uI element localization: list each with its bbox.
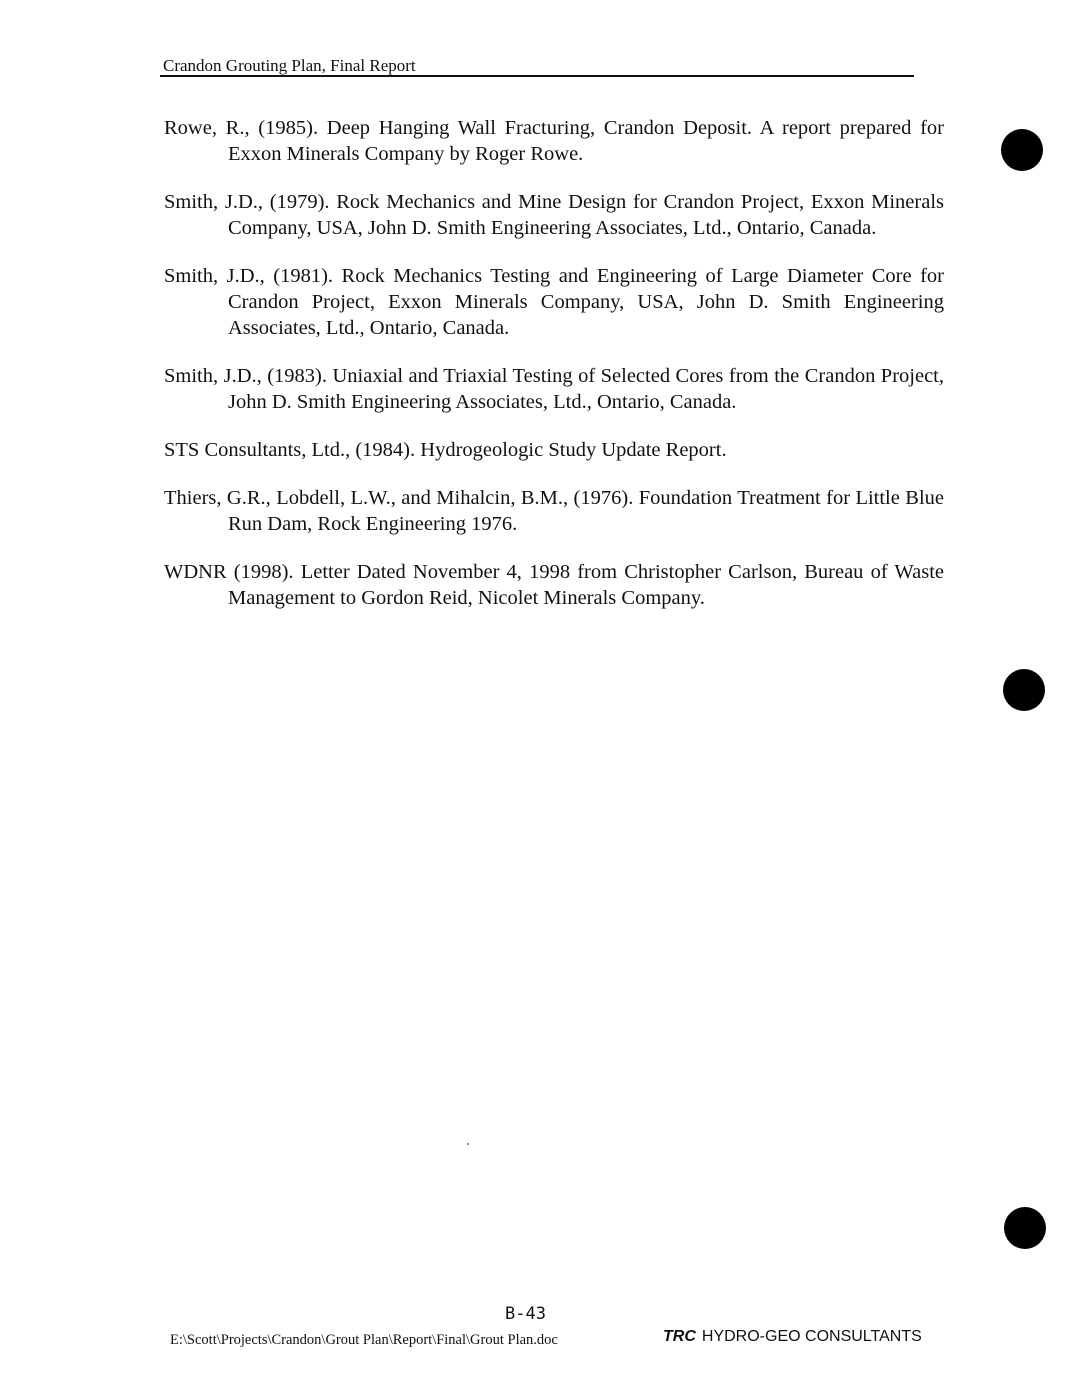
reference-list [164, 115, 944, 633]
page-number: B-43 [505, 1304, 546, 1324]
scan-speck [467, 1143, 469, 1145]
reference-item: WDNR (1998). Letter Dated November 4, 1998 from Christopher Carlson, Bureau of Waste Management to Gordon Reid, Nicolet Minerals Company. [164, 561, 944, 609]
file-path: E:\Scott\Projects\Crandon\Grout Plan\Report\Final\Grout Plan.doc [170, 1332, 558, 1348]
binder-hole-bottom [1004, 1207, 1046, 1249]
header-rule [160, 75, 914, 77]
binder-hole-middle [1003, 669, 1045, 711]
binder-hole-top [1001, 129, 1043, 171]
trc-logo: TRC [663, 1328, 696, 1345]
reference-item: Rowe, R., (1985). Deep Hanging Wall Fracturing, Crandon Deposit. A report prepared for Exxon Minerals Company by Roger Rowe. [164, 117, 944, 165]
reference-item: Thiers, G.R., Lobdell, L.W., and Mihalcin, B.M., (1976). Foundation Treatment for Little Blue Run Dam, Rock Engineering 1976. [164, 487, 944, 535]
reference-item: Smith, J.D., (1979). Rock Mechanics and Mine Design for Crandon Project, Exxon Minerals Company, USA, John D. Smith Engineering Associates, Ltd., Ontario, Canada. [164, 191, 944, 239]
company-name: HYDRO-GEO CONSULTANTS [701, 1328, 922, 1345]
header-title: Crandon Grouting Plan, Final Report [163, 56, 416, 75]
reference-item: STS Consultants, Ltd., (1984). Hydrogeologic Study Update Report. [164, 439, 727, 461]
company-brand [663, 1328, 922, 1346]
reference-item: Smith, J.D., (1981). Rock Mechanics Testing and Engineering of Large Diameter Core for Crandon Project, Exxon Minerals Company, USA, John D. Smith Engineering Associates, Ltd., Ontario, Canada. [164, 265, 944, 339]
reference-item: Smith, J.D., (1983). Uniaxial and Triaxial Testing of Selected Cores from the Crandon Project, John D. Smith Engineering Associates, Ltd., Ontario, Canada. [164, 365, 944, 413]
